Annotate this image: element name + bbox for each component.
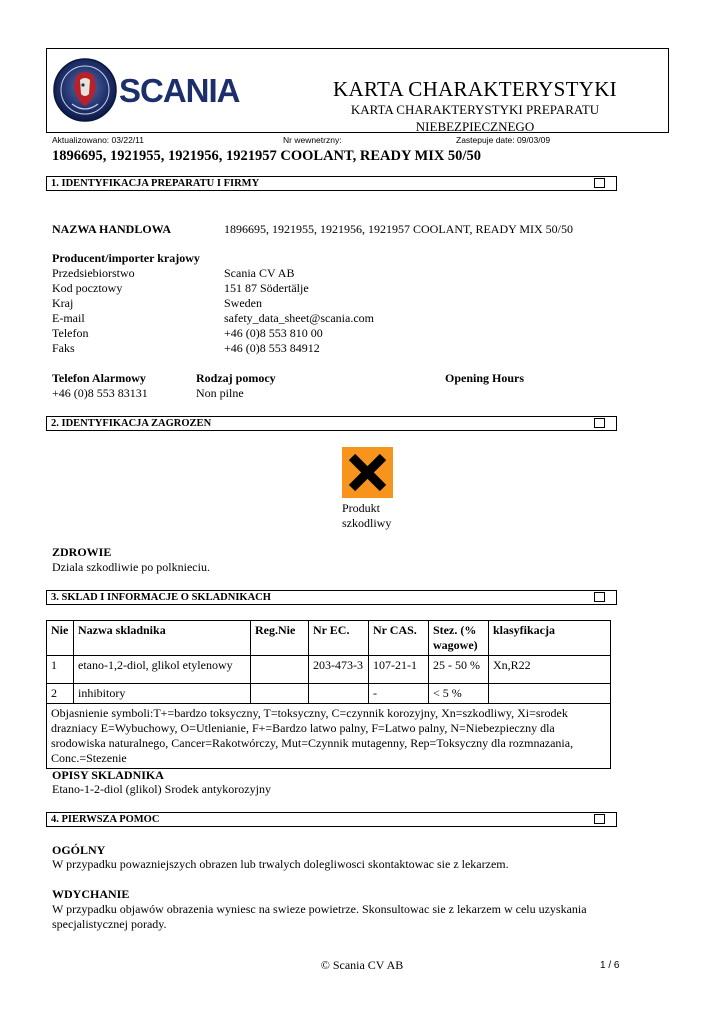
help-type-value: Non pilne xyxy=(196,386,244,400)
opening-hours-label: Opening Hours xyxy=(445,371,525,385)
inhalation-text: W przypadku objawów obrazenia wyniesc na swieze powietrze. Skonsultowac sie z lekarzem w celu uzyskania specjalistycznej porady. xyxy=(52,902,587,931)
email-value[interactable]: safety_data_sheet@scania.com xyxy=(224,311,374,325)
fax-label: Faks xyxy=(52,341,75,355)
table-cell: 1 xyxy=(47,656,74,684)
phone-label: Telefon xyxy=(52,326,89,340)
table-cell: inhibitory xyxy=(74,684,251,704)
emergency-phone-label: Telefon Alarmowy xyxy=(52,371,146,385)
section-checkbox xyxy=(594,418,605,428)
postcode-value: 151 87 Södertälje xyxy=(224,281,309,295)
company-value: Scania CV AB xyxy=(224,266,295,280)
trade-name-label: NAZWA HANDLOWA xyxy=(52,222,172,236)
col-header-no: Nie xyxy=(47,621,74,656)
help-type-label: Rodzaj pomocy xyxy=(196,371,276,385)
phone-value: +46 (0)8 553 810 00 xyxy=(224,326,323,340)
ingredient-desc-heading: OPISY SKLADNIKA xyxy=(52,768,164,782)
health-text: Dziala szkodliwie po polknieciu. xyxy=(52,560,210,574)
emergency-phone-value: +46 (0)8 553 83131 xyxy=(52,386,148,400)
col-header-reg: Reg.Nie xyxy=(251,621,309,656)
table-cell: 25 - 50 % xyxy=(429,656,489,684)
producer-heading: Producent/importer krajowy xyxy=(52,251,200,265)
health-heading: ZDROWIE xyxy=(52,545,112,559)
section-checkbox xyxy=(594,814,605,824)
table-cell: < 5 % xyxy=(429,684,489,704)
trade-name-value: 1896695, 1921955, 1921956, 1921957 COOLANT, READY MIX 50/50 xyxy=(224,222,573,236)
postcode-label: Kod pocztowy xyxy=(52,281,123,295)
section-4-header: 4. PIERWSZA POMOC xyxy=(46,812,617,827)
section-checkbox xyxy=(594,592,605,602)
hazard-caption: Produkt szkodliwy xyxy=(342,501,392,530)
table-cell xyxy=(251,684,309,704)
section-checkbox xyxy=(594,178,605,188)
table-cell xyxy=(309,684,369,704)
section-2-header: 2. IDENTYFIKACJA ZAGROZEN xyxy=(46,416,617,431)
harmful-x-icon xyxy=(342,447,393,498)
section-3-header: 3. SKLAD I INFORMACJE O SKLADNIKACH xyxy=(46,590,617,605)
table-cell: - xyxy=(369,684,429,704)
general-text: W przypadku powazniejszych obrazen lub trwalych dolegliwosci skontaktowac sie z lekarzem. xyxy=(52,857,509,871)
table-cell: 2 xyxy=(47,684,74,704)
table-cell xyxy=(489,684,611,704)
table-cell xyxy=(251,656,309,684)
product-title: 1896695, 1921955, 1921956, 1921957 COOLANT, READY MIX 50/50 xyxy=(52,148,481,164)
inhalation-heading: WDYCHANIE xyxy=(52,887,130,901)
table-cell: 107-21-1 xyxy=(369,656,429,684)
table-cell: Xn,R22 xyxy=(489,656,611,684)
table-cell: 203-473-3 xyxy=(309,656,369,684)
table-row xyxy=(47,656,611,684)
col-header-class: klasyfikacja xyxy=(489,621,611,656)
page-title: KARTA CHARAKTERYSTYKI xyxy=(333,77,617,101)
company-label: Przedsiebiorstwo xyxy=(52,266,135,280)
page-number: 1 / 6 xyxy=(600,960,620,971)
col-header-conc: Stez. (% wagowe) xyxy=(429,621,489,656)
col-header-name: Nazwa skladnika xyxy=(74,621,251,656)
replaces-date: Zastepuje date: 09/03/09 xyxy=(456,135,551,145)
internal-number: Nr wewnetrzny: xyxy=(283,135,342,145)
table-legend-row xyxy=(47,704,611,769)
col-header-cas: Nr CAS. xyxy=(369,621,429,656)
scania-logo xyxy=(52,58,277,123)
table-header-row xyxy=(47,621,611,656)
country-label: Kraj xyxy=(52,296,74,310)
col-header-ec: Nr EC. xyxy=(309,621,369,656)
table-cell: etano-1,2-diol, glikol etylenowy xyxy=(74,656,251,684)
ingredient-desc-text: Etano-1-2-diol (glikol) Srodek antykorozyjny xyxy=(52,782,271,796)
fax-value: +46 (0)8 553 84912 xyxy=(224,341,320,355)
footer-copyright: © Scania CV AB xyxy=(320,958,404,972)
updated-date: Aktualizowano: 03/22/11 xyxy=(52,135,144,145)
logo-wordmark: SCANIA xyxy=(119,72,240,109)
email-label: E-mail xyxy=(52,311,85,325)
ingredients-table xyxy=(46,620,611,769)
symbol-legend: Objasnienie symboli:T+=bardzo toksyczny, T=toksyczny, C=czynnik korozyjny, Xn=szkodliwy, Xi=srodek drazniacy E=Wybuchowy, O=Utlenianie, F+=Bardzo latwo palny, F=Latwo palny, N=Niebezpieczny dla srodowiska naturalnego, Cancer=Rakotwórczy, Mut=Czynnik mutagenny, Rep=Toksyczny dla rozmnazania, Conc.=Stezenie xyxy=(47,704,611,769)
table-row xyxy=(47,684,611,704)
section-1-header: 1. IDENTYFIKACJA PREPARATU I FIRMY xyxy=(46,176,617,191)
page-subtitle: KARTA CHARAKTERYSTYKI PREPARATU NIEBEZPIECZNEGO xyxy=(350,102,600,134)
general-heading: OGÓLNY xyxy=(52,843,106,857)
country-value: Sweden xyxy=(224,296,262,310)
